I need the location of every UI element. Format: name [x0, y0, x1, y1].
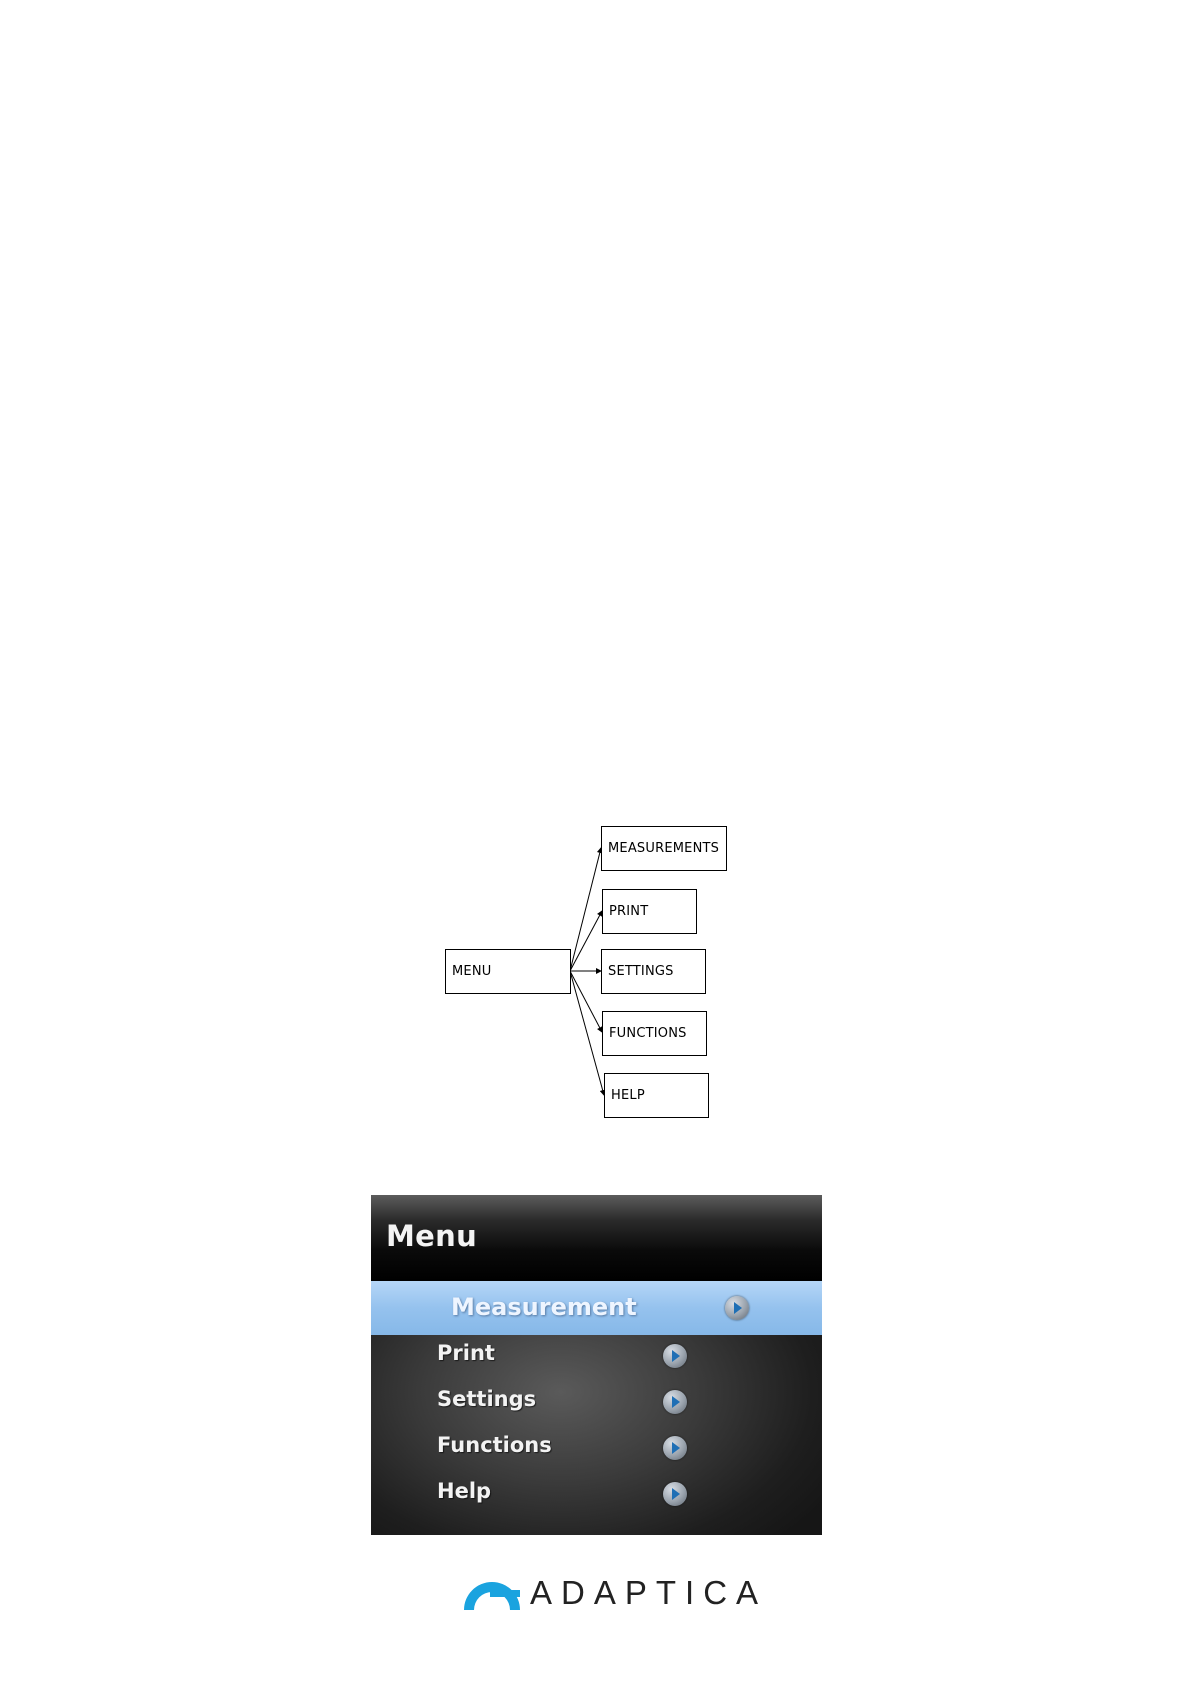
menu-item-label: Settings: [437, 1387, 537, 1411]
diagram-node-menu: MENU: [445, 949, 571, 994]
chevron-right-icon: [663, 1482, 687, 1506]
menu-item-label: Functions: [437, 1433, 552, 1457]
screen-title: Menu: [386, 1219, 478, 1253]
menu-item-label: Measurement: [451, 1293, 637, 1321]
menu-item-settings[interactable]: [371, 1381, 822, 1425]
menu-item-print[interactable]: [371, 1335, 822, 1379]
menu-item-label: Help: [437, 1479, 492, 1503]
menu-item-label: Print: [437, 1341, 495, 1365]
device-menu-screen: [371, 1195, 822, 1535]
screen-header: [371, 1195, 822, 1281]
diagram-node-measurements: MEASUREMENTS: [601, 826, 727, 871]
connector-print: [570, 911, 602, 971]
connector-functions: [570, 971, 602, 1032]
diagram-node-print: PRINT: [602, 889, 697, 934]
connector-measurements: [570, 848, 601, 971]
diagram-node-help: HELP: [604, 1073, 709, 1118]
chevron-right-icon: [663, 1390, 687, 1414]
chevron-right-icon: [725, 1296, 749, 1320]
chevron-right-icon: [663, 1344, 687, 1368]
menu-item-functions[interactable]: [371, 1427, 822, 1471]
logo-text: ADAPTICA: [530, 1574, 768, 1611]
adaptica-logo: [460, 1570, 768, 1614]
menu-item-help[interactable]: [371, 1473, 822, 1517]
chevron-right-icon: [663, 1436, 687, 1460]
connector-help: [570, 971, 604, 1095]
diagram-node-settings: SETTINGS: [601, 949, 706, 994]
adaptica-logo-mark-icon: [460, 1570, 524, 1612]
menu-item-measurement[interactable]: [371, 1281, 822, 1335]
diagram-node-functions: FUNCTIONS: [602, 1011, 707, 1056]
